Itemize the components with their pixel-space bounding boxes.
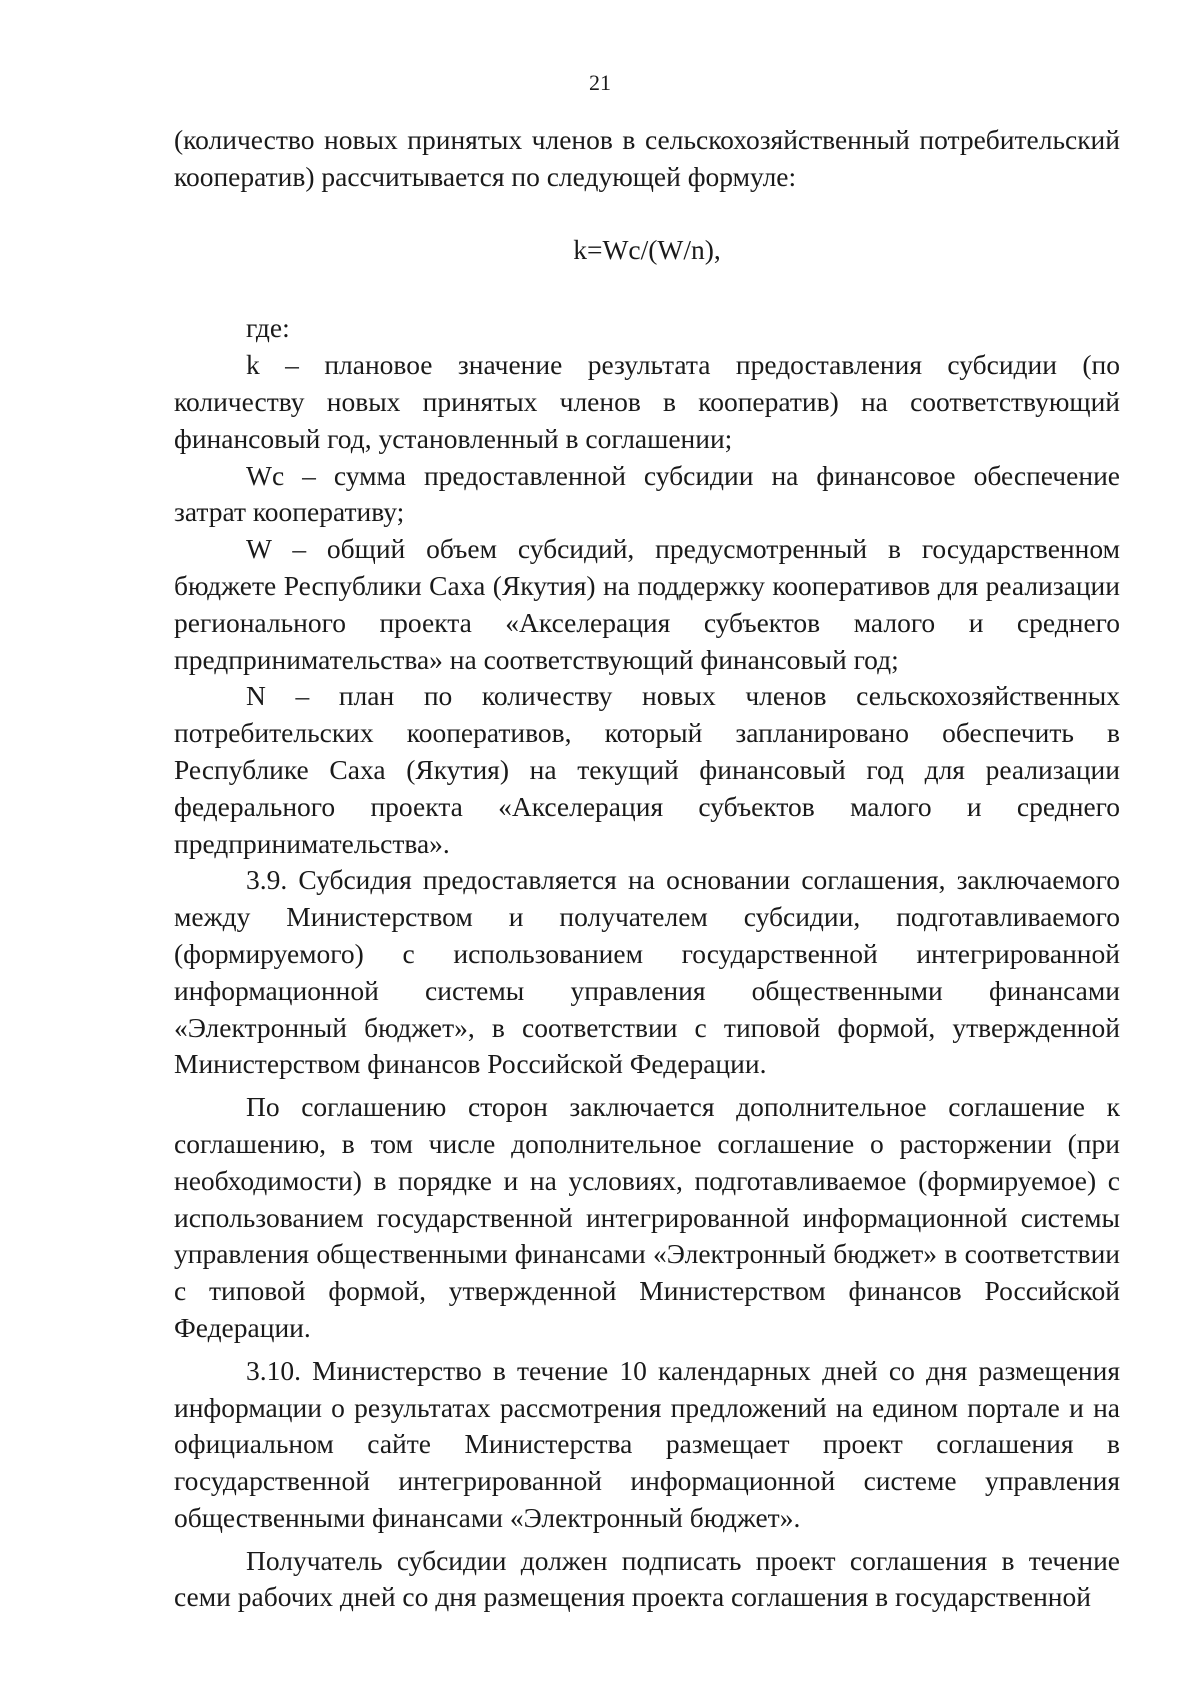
paragraph-3-10: 3.10. Министерство в течение 10 календарных дней со дня размещения информации о результатах рассмотрения предложений на едином портале и на официальном сайте Министерства размещает проект соглашения в государственной интегрированной информационной системе управления общественными финансами «Электронный бюджет».	[174, 1354, 1120, 1533]
paragraph-where: где:	[246, 312, 290, 344]
page-number: 21	[589, 70, 611, 95]
paragraph-3-9: 3.9. Субсидия предоставляется на основании соглашения, заключаемого между Министерством и получателем субсидии, подготавливаемого (формируемого) с использованием государственной интегрированной информационной системы управления общественными финансами «Электронный бюджет», в соответствии с типовой формой, утвержденной Министерством финансов Российской Федерации.	[174, 864, 1120, 1080]
paragraph-recipient-signing: Получатель субсидии должен подписать проект соглашения в течение семи рабочих дней со дня размещения проекта соглашения в государственной	[174, 1544, 1120, 1613]
definition-n: N – план по количеству новых членов сельскохозяйственных потребительских кооперативов, который запланировано обеспечить в Республике Саха (Якутия) на текущий финансовый год для реализации федерального проекта «Акселерация субъектов малого и среднего предпринимательства».	[174, 680, 1120, 859]
definition-w: W – общий объем субсидий, предусмотренный в государственном бюджете Республики Саха (Якутия) на поддержку кооперативов для реализации регионального проекта «Акселерация субъектов малого и среднего предпринимательства» на соответствующий финансовый год;	[174, 533, 1120, 675]
document-body	[174, 122, 1120, 1616]
paragraph-formula-intro: (количество новых принятых членов в сельскохозяйственный потребительский кооператив) рассчитывается по следующей формуле:	[174, 124, 1120, 192]
paragraph-additional-agreement: По соглашению сторон заключается дополнительное соглашение к соглашению, в том числе дополнительное соглашение о расторжении (при необходимости) в порядке и на условиях, подготавливаемое (формируемое) с использованием государственной интегрированной информационной системы управления общественными финансами «Электронный бюджет» в соответствии с типовой формой, утвержденной Министерством финансов Российской Федерации.	[174, 1091, 1120, 1343]
definition-k: k – плановое значение результата предоставления субсидии (по количеству новых принятых членов в кооператив) на соответствующий финансовый год, установленный в соглашении;	[174, 349, 1120, 454]
formula: k=Wc/(W/n),	[573, 233, 721, 265]
definition-wc: Wc – сумма предоставленной субсидии на финансовое обеспечение затрат кооперативу;	[174, 459, 1120, 528]
